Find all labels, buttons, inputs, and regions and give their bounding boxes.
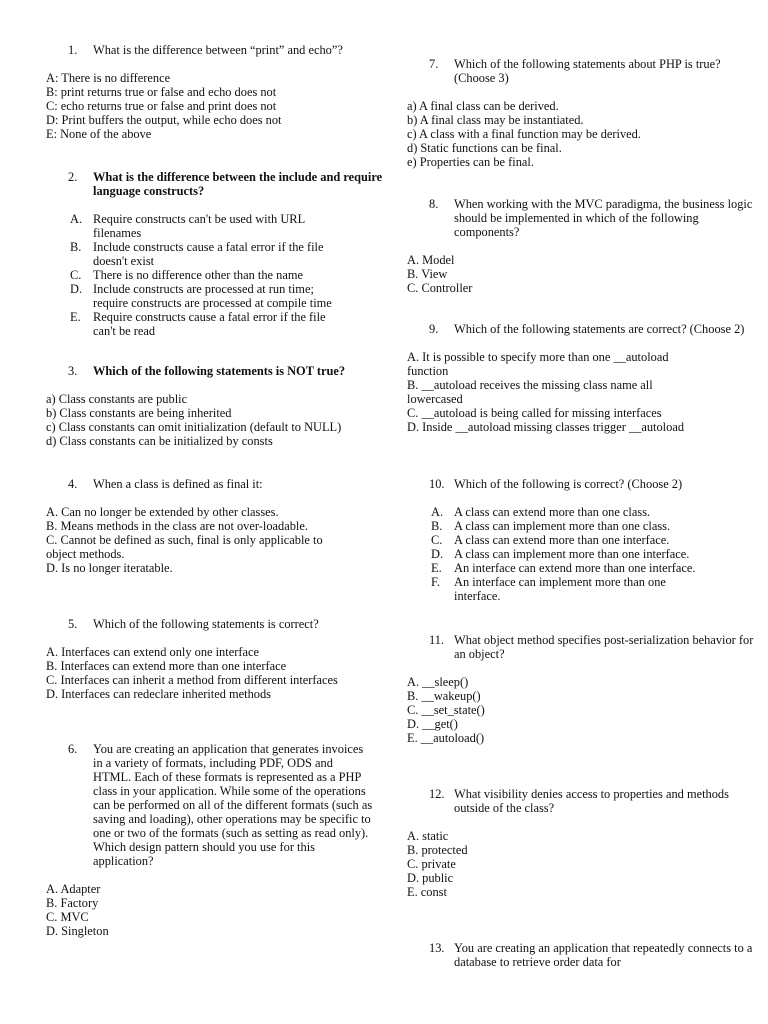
question-11 <box>407 633 754 745</box>
option-text: A class can extend more than one interface. <box>454 533 670 547</box>
question-number: 8. <box>429 197 439 211</box>
answer-option: a) Class constants are public <box>46 392 188 406</box>
answer-options <box>46 882 366 938</box>
question-header <box>46 477 413 491</box>
answer-option: e) Properties can be final. <box>407 155 534 169</box>
question-number: 12. <box>429 787 445 801</box>
answer-option: D: Print buffers the output, while echo does not <box>46 113 282 127</box>
question-5 <box>46 617 364 701</box>
option-letter: A. <box>431 505 444 519</box>
question-number: 13. <box>429 941 445 955</box>
question-text: Which of the following statements is NOT true? <box>93 364 346 378</box>
option-letter: B. <box>70 240 82 254</box>
answer-option: C. __autoload is being called for missing interfaces <box>407 406 662 420</box>
answer-option: B. __autoload receives the missing class name all lowercased <box>407 378 653 406</box>
answer-option <box>46 240 346 268</box>
answer-option <box>46 310 346 338</box>
answer-options <box>46 212 346 338</box>
question-header <box>46 170 393 198</box>
answer-option: b) Class constants are being inherited <box>46 406 232 420</box>
option-text: Require constructs cause a fatal error if the file can't be read <box>93 310 326 338</box>
question-13 <box>407 941 753 969</box>
option-text: A class can implement more than one interface. <box>454 547 690 561</box>
question-3 <box>46 364 364 448</box>
option-letter: F. <box>431 575 440 589</box>
answer-option: B. Interfaces can extend more than one interface <box>46 659 287 673</box>
question-header <box>46 742 373 868</box>
answer-option: B. __wakeup() <box>407 689 481 703</box>
answer-options <box>407 675 727 745</box>
answer-option <box>407 519 707 533</box>
question-text: What object method specifies post-serialization behavior for an object? <box>454 633 754 661</box>
question-header <box>407 322 754 336</box>
option-text: Require constructs can't be used with URL filenames <box>93 212 305 240</box>
option-text: An interface can implement more than one interface. <box>454 575 666 603</box>
answer-option: B. Means methods in the class are not over-loadable. <box>46 519 308 533</box>
answer-option: E. const <box>407 885 447 899</box>
option-text: A class can implement more than one class. <box>454 519 671 533</box>
question-text: What visibility denies access to properties and methods outside of the class? <box>454 787 729 815</box>
answer-option: A. Interfaces can extend only one interface <box>46 645 259 659</box>
option-text: There is no difference other than the name <box>93 268 303 282</box>
question-text: Which of the following is correct? (Choose 2) <box>454 477 683 491</box>
answer-option: c) Class constants can omit initialization (default to NULL) <box>46 420 342 434</box>
question-header <box>407 787 754 815</box>
answer-option: a) A final class can be derived. <box>407 99 559 113</box>
question-number: 1. <box>68 43 78 57</box>
question-number: 2. <box>68 170 78 184</box>
answer-option: C. Cannot be defined as such, final is only applicable to object methods. <box>46 533 323 561</box>
option-letter: B. <box>431 519 443 533</box>
question-number: 9. <box>429 322 439 336</box>
answer-options <box>407 350 707 434</box>
question-header <box>407 197 754 239</box>
answer-option: A. Can no longer be extended by other classes. <box>46 505 279 519</box>
answer-options <box>407 505 707 603</box>
option-text: A class can extend more than one class. <box>454 505 651 519</box>
question-header <box>46 364 413 378</box>
answer-option: B. protected <box>407 843 468 857</box>
question-text: Which of the following statements about PHP is true? (Choose 3) <box>454 57 721 85</box>
answer-option: d) Class constants can be initialized by consts <box>46 434 273 448</box>
answer-option: D. Interfaces can redeclare inherited methods <box>46 687 271 701</box>
answer-option: A. It is possible to specify more than one __autoload function <box>407 350 669 378</box>
question-number: 5. <box>68 617 78 631</box>
answer-option: E. __autoload() <box>407 731 485 745</box>
question-header <box>407 941 754 969</box>
answer-option: E: None of the above <box>46 127 152 141</box>
answer-option <box>407 533 707 547</box>
question-12 <box>407 787 729 899</box>
answer-option <box>407 547 707 561</box>
option-text: Include constructs cause a fatal error if the file doesn't exist <box>93 240 324 268</box>
answer-option <box>46 282 346 310</box>
answer-option: B. View <box>407 267 448 281</box>
option-text: Include constructs are processed at run time; require constructs are processed at compile time <box>93 282 332 310</box>
question-text: When working with the MVC paradigma, the business logic should be implemented in which of the following components? <box>454 197 753 239</box>
answer-option: C. private <box>407 857 456 871</box>
answer-options <box>46 645 366 701</box>
question-number: 3. <box>68 364 78 378</box>
answer-option: A. Adapter <box>46 882 101 896</box>
answer-options <box>46 505 346 575</box>
question-text: You are creating an application that generates invoices in a variety of formats, including PDF, ODS and HTML. Each of these formats is represented as a PHP class in your application. While some of the operations can be performed on all of the different formats (such as saving and loading), other operations may be specific to one or two of the formats (such as setting as read only). Which design pattern should you use for this application? <box>93 742 373 868</box>
question-header <box>46 617 413 631</box>
answer-option: A. static <box>407 829 449 843</box>
question-7 <box>407 57 721 169</box>
question-10 <box>407 477 717 603</box>
answer-option: D. public <box>407 871 454 885</box>
answer-option: C. Interfaces can inherit a method from different interfaces <box>46 673 338 687</box>
question-1 <box>46 43 364 141</box>
answer-options <box>46 392 366 448</box>
answer-options <box>407 253 717 295</box>
answer-option: D. __get() <box>407 717 458 731</box>
answer-option: D. Singleton <box>46 924 109 938</box>
question-4 <box>46 477 364 575</box>
question-text: When a class is defined as final it: <box>93 477 263 491</box>
option-letter: E. <box>431 561 442 575</box>
answer-option: c) A class with a final function may be derived. <box>407 127 641 141</box>
option-text: An interface can extend more than one interface. <box>454 561 696 575</box>
answer-options <box>407 99 727 169</box>
question-header <box>407 477 754 491</box>
option-letter: C. <box>70 268 82 282</box>
answer-option: C. Controller <box>407 281 473 295</box>
answer-option: D. Inside __autoload missing classes trigger __autoload <box>407 420 685 434</box>
answer-option: A. Model <box>407 253 455 267</box>
answer-option: d) Static functions can be final. <box>407 141 562 155</box>
answer-option: b) A final class may be instantiated. <box>407 113 584 127</box>
question-text: What is the difference between “print” and echo”? <box>93 43 343 57</box>
answer-option: A. __sleep() <box>407 675 469 689</box>
answer-option: D. Is no longer iteratable. <box>46 561 173 575</box>
option-letter: E. <box>70 310 81 324</box>
question-2 <box>46 170 383 338</box>
question-header <box>407 633 754 661</box>
answer-option <box>46 212 346 240</box>
answer-option: C. MVC <box>46 910 89 924</box>
answer-option: C: echo returns true or false and print does not <box>46 99 277 113</box>
answer-option: C. __set_state() <box>407 703 485 717</box>
answer-option <box>46 268 346 282</box>
option-letter: D. <box>431 547 444 561</box>
question-text: Which of the following statements are correct? (Choose 2) <box>454 322 745 336</box>
answer-options <box>407 829 727 899</box>
option-letter: D. <box>70 282 83 296</box>
question-text: Which of the following statements is correct? <box>93 617 319 631</box>
question-8 <box>407 197 753 295</box>
question-number: 7. <box>429 57 439 71</box>
question-number: 6. <box>68 742 78 756</box>
question-6 <box>46 742 373 938</box>
question-9 <box>407 322 745 434</box>
question-text: What is the difference between the include and require language constructs? <box>93 170 383 198</box>
answer-option <box>407 505 707 519</box>
option-letter: A. <box>70 212 83 226</box>
question-header <box>46 43 413 57</box>
question-text: You are creating an application that repeatedly connects to a database to retrieve order data for <box>454 941 753 969</box>
answer-option: A: There is no difference <box>46 71 171 85</box>
answer-option <box>407 561 707 575</box>
question-number: 11. <box>429 633 445 647</box>
question-number: 4. <box>68 477 78 491</box>
question-number: 10. <box>429 477 445 491</box>
option-letter: C. <box>431 533 443 547</box>
answer-options <box>46 71 366 141</box>
question-header <box>407 57 754 85</box>
answer-option <box>407 575 707 603</box>
answer-option: B. Factory <box>46 896 99 910</box>
answer-option: B: print returns true or false and echo does not <box>46 85 277 99</box>
